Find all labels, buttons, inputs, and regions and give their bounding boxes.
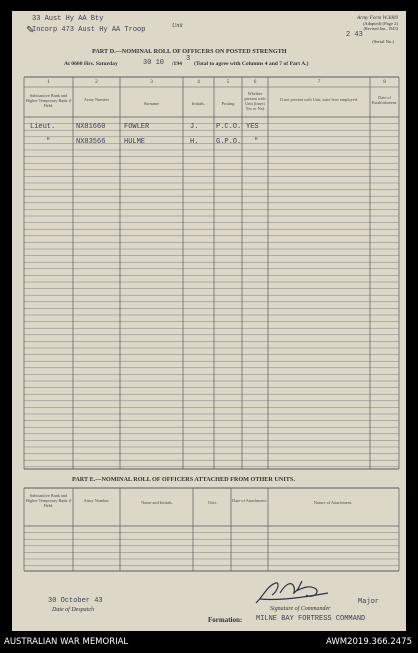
despatch-date-label: Date of Despatch — [52, 607, 94, 613]
row1-posting: P.C.O. — [216, 123, 242, 131]
e-col-header-nature: Nature of Attachment. — [313, 500, 353, 505]
footer-right: AWM2019.366.2475 — [326, 637, 412, 647]
e-col-header-army-number: Army Number. — [83, 498, 110, 503]
col-header-employed: If not present with Unit, state how employed. — [280, 97, 358, 102]
col-header-initials: Initials. — [191, 101, 205, 106]
serial-label: (Serial No.) — [372, 39, 394, 44]
col-num-5: 5 — [226, 79, 230, 85]
form-ref-1: Army Form W.3009 — [357, 15, 398, 21]
row2-posting: G.P.O. — [216, 138, 242, 146]
part-d-title: PART D.—NOMINAL ROLL OF OFFICERS ON POSTED STRENGTH — [92, 48, 287, 55]
row2-initials: H. — [190, 138, 199, 146]
col-header-army-number: Army Number — [83, 97, 110, 102]
formation-label: Formation: — [208, 616, 243, 624]
form-ref-2: (Adapted) (Page 2) — [362, 21, 398, 26]
row1-rank: Lieut. — [30, 123, 56, 131]
row1-army-no: NX81660 — [76, 123, 106, 131]
unit-line-2: Incorp 473 Aust Hy AA Troop — [32, 26, 146, 34]
row1-surname: FOWLER — [124, 123, 150, 131]
formation-value: MILNE BAY FORTRESS COMMAND — [256, 615, 366, 623]
col-num-6: 6 — [253, 79, 257, 85]
year-digit: 3 — [186, 55, 191, 63]
row2-rank: " — [46, 138, 51, 146]
document-sheet — [12, 11, 406, 631]
part-e-title: PART E.—NOMINAL ROLL OF OFFICERS ATTACHED FROM OTHER UNITS. — [72, 476, 295, 483]
commander-rank: Major — [358, 598, 380, 606]
form-ref-3: (Revised Jan., 1943) — [363, 26, 398, 31]
serial-value: 2 43 — [346, 31, 363, 39]
col-header-surname: Surname — [143, 101, 160, 106]
row2-surname: HULME — [124, 138, 146, 146]
col-header-establishment: Date of Establishment. — [371, 95, 398, 105]
col-num-7: 7 — [317, 79, 321, 85]
col-header-present: Whether present with Unit (insert Yes or No) — [244, 91, 266, 111]
col-num-4: 4 — [197, 79, 200, 85]
date-typed: 30 10 — [143, 59, 165, 67]
footer-left: AUSTRALIAN WAR MEMORIAL — [4, 637, 129, 647]
col-header-posting: Posting — [221, 101, 235, 106]
e-col-header-name: Name and Initials. — [141, 500, 173, 505]
signature-label: Signature of Commander — [270, 606, 331, 612]
commander-signature — [250, 577, 334, 607]
row2-present: " — [254, 138, 259, 146]
row1-initials: J. — [190, 123, 199, 131]
col-num-1: 1 — [47, 79, 50, 85]
row2-army-no: NX83566 — [76, 138, 106, 146]
e-col-header-date: Date of Attachment. — [232, 498, 267, 503]
e-col-header-rank: Substantive Rank and Higher Temporary Rank if Held. — [25, 493, 72, 508]
despatch-date: 30 October 43 — [48, 597, 103, 605]
unit-label: Unit — [172, 23, 183, 29]
row1-present: YES — [246, 123, 259, 131]
year-suffix: /194 — [172, 61, 182, 67]
footer-bar — [0, 631, 418, 653]
unit-line-1: 33 Aust Hy AA Bty — [32, 15, 104, 23]
at-hrs-label: At 0600 Hrs. Saturday — [64, 61, 118, 67]
col-num-8: 8 — [383, 79, 386, 85]
total-note: (Total to agree with Columns 4 and 7 of Part A.) — [194, 61, 309, 67]
pin-mark-icon: ✎ — [26, 25, 35, 36]
col-num-3: 3 — [150, 79, 153, 85]
col-num-2: 2 — [95, 79, 98, 85]
e-col-header-unit: Unit. — [208, 500, 217, 505]
col-header-rank: Substantive Rank and Higher Temporary Rank if Held. — [25, 93, 72, 108]
